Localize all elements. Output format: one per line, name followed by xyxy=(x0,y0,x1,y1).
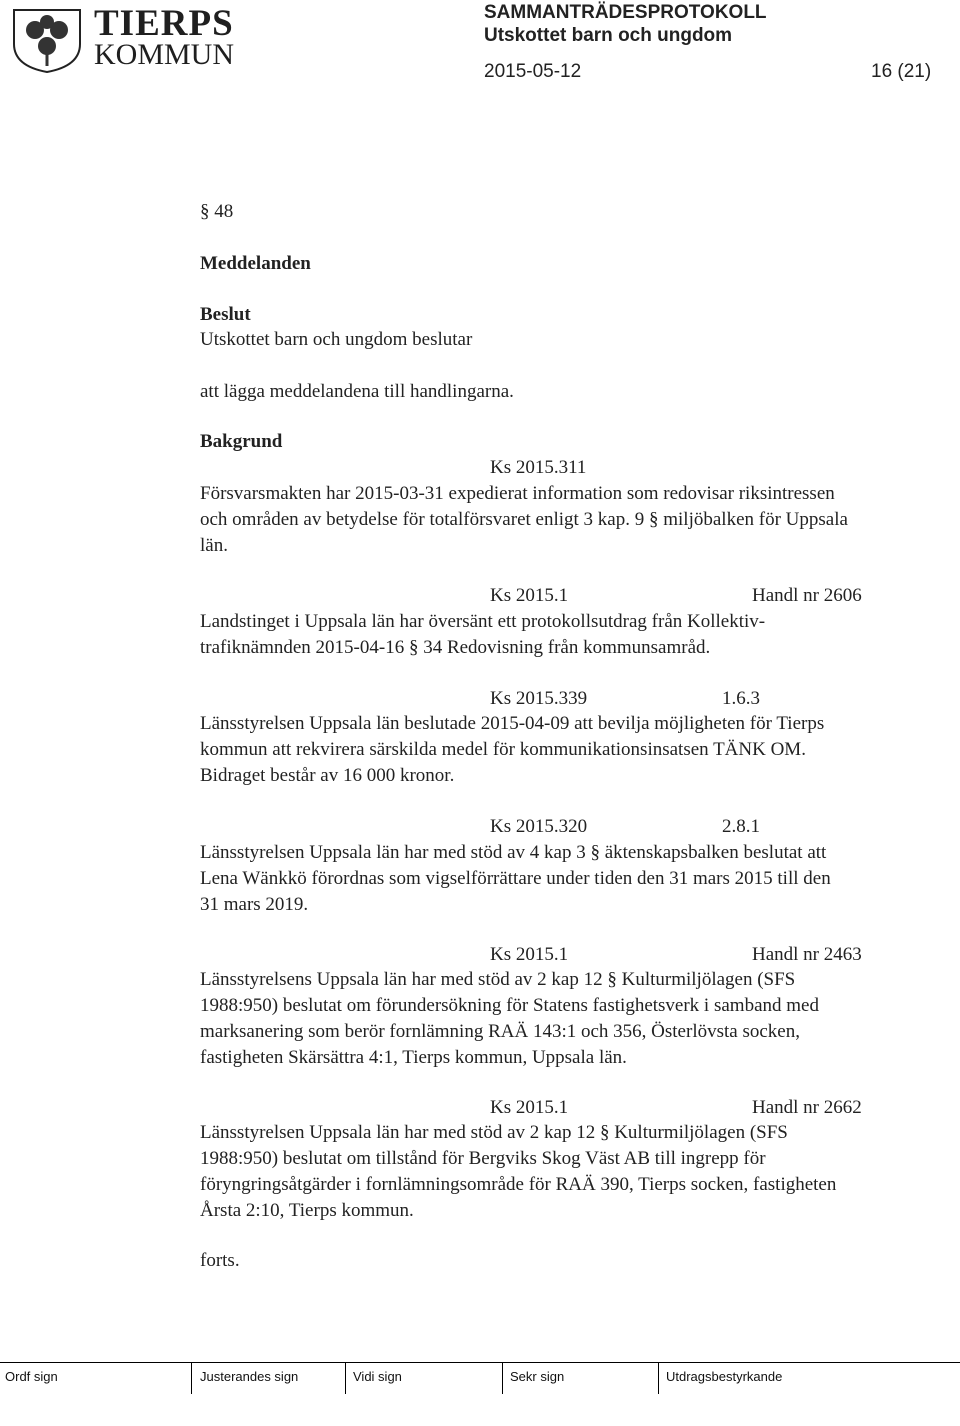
text-line: Länsstyrelsens Uppsala län har med stöd av 2 kap 12 § Kulturmiljölagen (SFS xyxy=(200,969,796,990)
text-line: trafiknämnden 2015-04-16 § 34 Redovisning från kommunsamråd. xyxy=(200,637,711,658)
decision-line-2: att lägga meddelandena till handlingarna. xyxy=(200,381,514,402)
document-ref: Handl nr 2606 xyxy=(752,585,862,606)
text-line: Landstinget i Uppsala län har översänt ett protokollsutdrag från Kollektiv- xyxy=(200,611,766,632)
logo-text-tierps: TIERPS xyxy=(94,3,234,44)
background-heading: Bakgrund xyxy=(200,431,283,452)
page-number: 16 (21) xyxy=(871,61,932,82)
continued-note: forts. xyxy=(200,1250,240,1271)
text-line: föryngringsåtgärder i fornlämningsområde för RAÄ 390, Tierps socken, fastigheten xyxy=(200,1174,837,1195)
document-ref: Handl nr 2662 xyxy=(752,1097,862,1118)
justerandes-sign-label: Justerandes sign xyxy=(200,1369,299,1384)
committee-name: Utskottet barn och ungdom xyxy=(484,25,733,46)
item-text xyxy=(200,967,960,1071)
text-line: 31 mars 2019. xyxy=(200,894,309,915)
item-text xyxy=(200,609,960,661)
item-text xyxy=(200,711,960,789)
tierps-kommun-logo xyxy=(8,3,235,74)
item-text xyxy=(200,481,960,559)
text-line: Länsstyrelsen Uppsala län beslutade 2015-04-09 att bevilja möjligheten för Tierps xyxy=(200,713,825,734)
section-number: § 48 xyxy=(200,201,234,222)
text-line: kommun att rekvirera särskilda medel för kommunikationsinsatsen TÄNK OM. xyxy=(200,739,806,760)
logo-text-kommun: KOMMUN xyxy=(94,38,235,71)
text-line: 1988:950) beslutat om förundersökning för Statens fastighetsverk i samband med xyxy=(200,995,819,1016)
case-number: Ks 2015.1 xyxy=(490,944,569,965)
text-line: fastigheten Skärsättra 4:1, Tierps kommun, Uppsala län. xyxy=(200,1047,627,1068)
text-line: Årsta 2:10, Tierps kommun. xyxy=(200,1200,414,1221)
section-title: Meddelanden xyxy=(200,253,311,274)
item-text xyxy=(200,1120,960,1224)
text-line: marksanering som berör fornlämning RAÄ 143:1 och 356, Österlövsta socken, xyxy=(200,1021,800,1042)
ordf-sign-label: Ordf sign xyxy=(5,1369,58,1384)
utdragsbestyrkande-label: Utdragsbestyrkande xyxy=(666,1369,783,1384)
document-ref: Handl nr 2463 xyxy=(752,944,862,965)
case-number: Ks 2015.1 xyxy=(490,1097,569,1118)
document-ref: 1.6.3 xyxy=(722,688,760,709)
text-line: Försvarsmakten har 2015-03-31 expedierat information som redovisar riksintressen xyxy=(200,483,835,504)
text-line: och områden av betydelse för totalförsvaret enligt 3 kap. 9 § miljöbalken för Uppsala xyxy=(200,509,848,530)
meeting-date: 2015-05-12 xyxy=(484,61,582,82)
case-number: Ks 2015.339 xyxy=(490,688,588,709)
signature-footer xyxy=(0,1362,960,1394)
decision-heading: Beslut xyxy=(200,304,251,325)
text-line: Länsstyrelsen Uppsala län har med stöd av 2 kap 12 § Kulturmiljölagen (SFS xyxy=(200,1122,788,1143)
item-text xyxy=(200,840,960,918)
document-ref: 2.8.1 xyxy=(722,816,760,837)
text-line: 1988:950) beslutat om tillstånd för Bergviks Skog Väst AB till ingrepp för xyxy=(200,1148,766,1169)
case-number: Ks 2015.1 xyxy=(490,585,569,606)
document-type: SAMMANTRÄDESPROTOKOLL xyxy=(484,2,767,23)
text-line: län. xyxy=(200,535,228,556)
decision-line-1: Utskottet barn och ungdom beslutar xyxy=(200,329,473,350)
text-line: Bidraget består av 16 000 kronor. xyxy=(200,765,455,786)
case-number: Ks 2015.311 xyxy=(490,457,587,478)
case-number: Ks 2015.320 xyxy=(490,816,588,837)
sekr-sign-label: Sekr sign xyxy=(510,1369,565,1384)
text-line: Länsstyrelsen Uppsala län har med stöd av 4 kap 3 § äktenskapsbalken beslutat att xyxy=(200,842,827,863)
text-line: Lena Wänkkö förordnas som vigselförrättare under tiden den 31 mars 2015 till den xyxy=(200,868,831,889)
clover-emblem-icon xyxy=(8,4,86,74)
vidi-sign-label: Vidi sign xyxy=(353,1369,402,1384)
